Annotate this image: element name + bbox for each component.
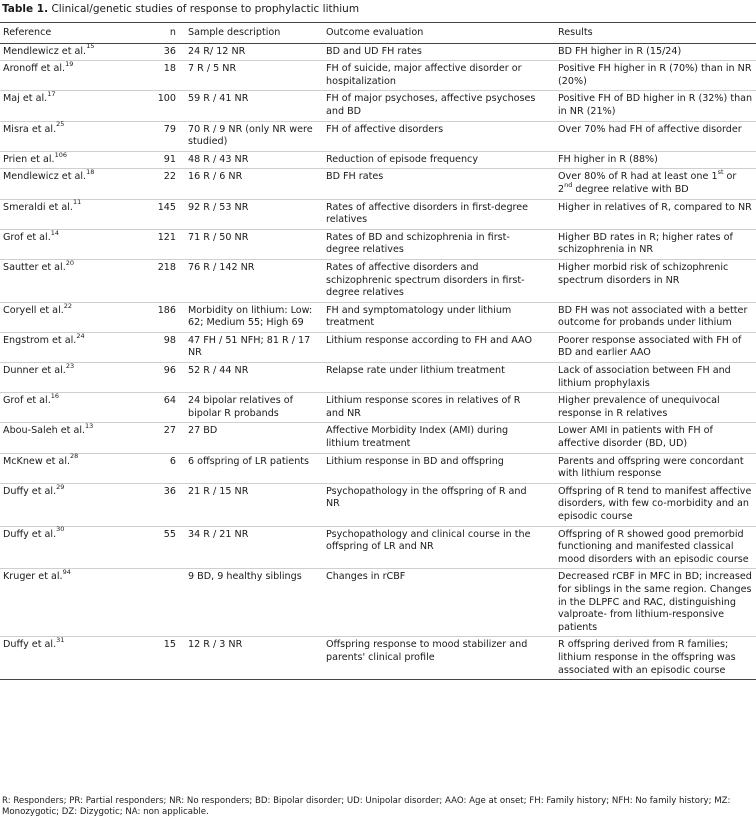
cell-n: 96 bbox=[145, 363, 182, 393]
citation-number: 30 bbox=[56, 525, 65, 534]
table-row bbox=[0, 453, 756, 483]
cell-n: 145 bbox=[145, 199, 182, 229]
cell-results: R offspring derived from R families; lithium response in the offspring was associated with an episodic course bbox=[544, 637, 756, 680]
cell-sample: 24 bipolar relatives of bipolar R probands bbox=[182, 393, 316, 423]
cell-sample: 9 BD, 9 healthy siblings bbox=[182, 569, 316, 637]
cell-outcome: Rates of BD and schizophrenia in first-degree relatives bbox=[316, 229, 544, 259]
studies-table bbox=[0, 22, 756, 680]
cell-sample: Morbidity on lithium: Low: 62; Medium 55; High 69 bbox=[182, 302, 316, 332]
table-row bbox=[0, 91, 756, 121]
cell-sample: 6 offspring of LR patients bbox=[182, 453, 316, 483]
cell-reference bbox=[0, 151, 145, 169]
cell-results: Positive FH higher in R (70%) than in NR (20%) bbox=[544, 61, 756, 91]
table-footnote: R: Responders; PR: Partial responders; NR: No responders; BD: Bipolar disorder; UD: Unipolar disorder; AAO: Age at onset; FH: Family history; NFH: No family history; MZ: Monozygotic; DZ: Dizygotic; NA: non applicable. bbox=[2, 796, 731, 817]
reference-text: Abou-Saleh et al. bbox=[3, 425, 86, 437]
citation-number: 19 bbox=[65, 60, 74, 68]
cell-sample: 21 R / 15 NR bbox=[182, 483, 316, 526]
table-row bbox=[0, 483, 756, 526]
citation-number: 28 bbox=[70, 452, 79, 461]
cell-outcome: FH of suicide, major affective disorder or hospitalization bbox=[316, 61, 544, 91]
table-row bbox=[0, 229, 756, 259]
cell-outcome: BD FH rates bbox=[316, 169, 544, 199]
header-sample: Sample description bbox=[182, 23, 316, 44]
table-caption bbox=[2, 3, 359, 15]
cell-outcome: FH of affective disorders bbox=[316, 121, 544, 151]
cell-sample: 92 R / 53 NR bbox=[182, 199, 316, 229]
table-row bbox=[0, 121, 756, 151]
cell-sample: 34 R / 21 NR bbox=[182, 526, 316, 569]
cell-results: Higher BD rates in R; higher rates of schizophrenia in NR bbox=[544, 229, 756, 259]
cell-n: 27 bbox=[145, 423, 182, 453]
cell-sample: 27 BD bbox=[182, 423, 316, 453]
reference-text: Misra et al. bbox=[3, 123, 57, 135]
table-row bbox=[0, 393, 756, 423]
table-row bbox=[0, 332, 756, 362]
reference-text: Mendlewicz et al. bbox=[3, 171, 87, 183]
header-outcome: Outcome evaluation bbox=[316, 23, 544, 44]
cell-reference bbox=[0, 169, 145, 199]
reference-text: Smeraldi et al. bbox=[3, 201, 73, 213]
table-row bbox=[0, 259, 756, 302]
cell-sample: 76 R / 142 NR bbox=[182, 259, 316, 302]
cell-outcome: Psychopathology in the offspring of R and NR bbox=[316, 483, 544, 526]
citation-number: 25 bbox=[56, 120, 65, 129]
cell-results: Parents and offspring were concordant with lithium response bbox=[544, 453, 756, 483]
citation-number: 17 bbox=[47, 90, 56, 99]
table-row bbox=[0, 302, 756, 332]
cell-sample: 16 R / 6 NR bbox=[182, 169, 316, 199]
cell-n: 55 bbox=[145, 526, 182, 569]
citation-number: 16 bbox=[50, 392, 60, 401]
cell-n: 15 bbox=[145, 637, 182, 680]
cell-outcome: FH and symptomatology under lithium treatment bbox=[316, 302, 544, 332]
reference-text: Maj et al. bbox=[3, 93, 48, 105]
cell-outcome: Offspring response to mood stabilizer and parents' clinical profile bbox=[316, 637, 544, 680]
cell-results: Higher in relatives of R, compared to NR bbox=[544, 199, 756, 229]
reference-text: McKnew et al. bbox=[3, 455, 71, 467]
cell-sample: 47 FH / 51 NFH; 81 R / 17 NR bbox=[182, 332, 316, 362]
table-row bbox=[0, 43, 756, 61]
cell-reference bbox=[0, 332, 145, 362]
table-caption-label: Table 1. bbox=[2, 3, 49, 15]
cell-results: Offspring of R tend to manifest affective disorders, with few co-morbidity and an episodic course bbox=[544, 483, 756, 526]
cell-outcome: Lithium response according to FH and AAO bbox=[316, 332, 544, 362]
header-n: n bbox=[145, 23, 182, 44]
cell-results: Higher prevalence of unequivocal response in R relatives bbox=[544, 393, 756, 423]
citation-number: 106 bbox=[54, 150, 67, 159]
citation-number: 20 bbox=[65, 258, 75, 267]
cell-reference bbox=[0, 569, 145, 637]
reference-text: Dunner et al. bbox=[3, 365, 66, 377]
reference-text: Grof et al. bbox=[3, 395, 51, 407]
cell-results: Over 70% had FH of affective disorder bbox=[544, 121, 756, 151]
cell-outcome: BD and UD FH rates bbox=[316, 43, 544, 61]
cell-results: Positive FH of BD higher in R (32%) than in NR (21%) bbox=[544, 91, 756, 121]
cell-reference bbox=[0, 259, 145, 302]
cell-reference bbox=[0, 199, 145, 229]
cell-sample: 7 R / 5 NR bbox=[182, 61, 316, 91]
citation-number: 11 bbox=[72, 198, 82, 207]
cell-results: Lack of association between FH and lithium prophylaxis bbox=[544, 363, 756, 393]
table-row bbox=[0, 169, 756, 199]
reference-text: Duffy et al. bbox=[3, 639, 57, 651]
cell-n: 186 bbox=[145, 302, 182, 332]
citation-number: 29 bbox=[56, 482, 65, 491]
reference-text: Duffy et al. bbox=[3, 528, 57, 540]
citation-number: 23 bbox=[65, 361, 75, 370]
reference-text: Prien et al. bbox=[3, 153, 55, 165]
reference-text: Kruger et al. bbox=[3, 571, 63, 583]
header-results: Results bbox=[544, 23, 756, 44]
cell-outcome: Affective Morbidity Index (AMI) during lithium treatment bbox=[316, 423, 544, 453]
cell-n: 36 bbox=[145, 483, 182, 526]
cell-outcome: Relapse rate under lithium treatment bbox=[316, 363, 544, 393]
citation-number: 94 bbox=[62, 568, 71, 577]
table-row bbox=[0, 423, 756, 453]
cell-reference bbox=[0, 61, 145, 91]
reference-text: Coryell et al. bbox=[3, 304, 64, 316]
reference-text: Mendlewicz et al. bbox=[3, 45, 87, 57]
cell-outcome: Changes in rCBF bbox=[316, 569, 544, 637]
cell-outcome: FH of major psychoses, affective psychoses and BD bbox=[316, 91, 544, 121]
reference-text: Duffy et al. bbox=[3, 485, 57, 497]
reference-text: Aronoff et al. bbox=[3, 63, 66, 75]
table-row bbox=[0, 569, 756, 637]
table-row bbox=[0, 61, 756, 91]
cell-sample: 70 R / 9 NR (only NR were studied) bbox=[182, 121, 316, 151]
cell-n: 91 bbox=[145, 151, 182, 169]
cell-n: 121 bbox=[145, 229, 182, 259]
cell-n: 79 bbox=[145, 121, 182, 151]
cell-sample: 52 R / 44 NR bbox=[182, 363, 316, 393]
cell-outcome: Lithium response scores in relatives of R and NR bbox=[316, 393, 544, 423]
citation-number: 15 bbox=[86, 42, 95, 51]
cell-n: 18 bbox=[145, 61, 182, 91]
table-caption-title: Clinical/genetic studies of response to prophylactic lithium bbox=[51, 3, 360, 15]
table-row bbox=[0, 526, 756, 569]
table-row bbox=[0, 199, 756, 229]
cell-reference bbox=[0, 43, 145, 61]
cell-sample: 59 R / 41 NR bbox=[182, 91, 316, 121]
cell-n: 6 bbox=[145, 453, 182, 483]
cell-results: Poorer response associated with FH of BD and earlier AAO bbox=[544, 332, 756, 362]
cell-sample: 24 R/ 12 NR bbox=[182, 43, 316, 61]
cell-n: 64 bbox=[145, 393, 182, 423]
citation-number: 14 bbox=[50, 228, 60, 237]
cell-reference bbox=[0, 453, 145, 483]
cell-results: BD FH was not associated with a better outcome for probands under lithium bbox=[544, 302, 756, 332]
citation-number: 13 bbox=[85, 422, 94, 431]
header-reference: Reference bbox=[0, 23, 145, 44]
cell-n: 98 bbox=[145, 332, 182, 362]
cell-reference bbox=[0, 423, 145, 453]
citation-number: 24 bbox=[76, 331, 85, 340]
cell-results: Over 80% of R had at least one 1st or 2nd degree relative with BD bbox=[544, 169, 756, 199]
cell-reference bbox=[0, 121, 145, 151]
cell-reference bbox=[0, 91, 145, 121]
cell-n bbox=[145, 569, 182, 637]
cell-sample: 71 R / 50 NR bbox=[182, 229, 316, 259]
citation-number: 22 bbox=[63, 301, 73, 310]
cell-n: 22 bbox=[145, 169, 182, 199]
cell-results: BD FH higher in R (15/24) bbox=[544, 43, 756, 61]
reference-text: Sautter et al. bbox=[3, 261, 66, 273]
table-row bbox=[0, 151, 756, 169]
cell-outcome: Psychopathology and clinical course in the offspring of LR and NR bbox=[316, 526, 544, 569]
cell-sample: 12 R / 3 NR bbox=[182, 637, 316, 680]
cell-outcome: Rates of affective disorders and schizophrenic spectrum disorders in first-degree relatives bbox=[316, 259, 544, 302]
reference-text: Grof et al. bbox=[3, 231, 51, 243]
cell-results: Lower AMI in patients with FH of affective disorder (BD, UD) bbox=[544, 423, 756, 453]
cell-reference bbox=[0, 229, 145, 259]
cell-n: 36 bbox=[145, 43, 182, 61]
cell-outcome: Reduction of episode frequency bbox=[316, 151, 544, 169]
cell-reference bbox=[0, 526, 145, 569]
cell-reference bbox=[0, 637, 145, 680]
cell-results: Decreased rCBF in MFC in BD; increased for siblings in the same region. Changes in the DLPFC and RAC, distinguishing valproate- from lithium-responsive patients bbox=[544, 569, 756, 637]
cell-results: Higher morbid risk of schizophrenic spectrum disorders in NR bbox=[544, 259, 756, 302]
table-body bbox=[0, 43, 756, 680]
cell-results: Offspring of R showed good premorbid functioning and manifested classical mood disorders with an episodic course bbox=[544, 526, 756, 569]
cell-outcome: Lithium response in BD and offspring bbox=[316, 453, 544, 483]
cell-results: FH higher in R (88%) bbox=[544, 151, 756, 169]
cell-n: 218 bbox=[145, 259, 182, 302]
reference-text: Engstrom et al. bbox=[3, 334, 77, 346]
table-header-row bbox=[0, 23, 756, 44]
cell-n: 100 bbox=[145, 91, 182, 121]
citation-number: 18 bbox=[86, 168, 95, 177]
table-row bbox=[0, 637, 756, 680]
cell-reference bbox=[0, 393, 145, 423]
table-row bbox=[0, 363, 756, 393]
cell-reference bbox=[0, 483, 145, 526]
cell-outcome: Rates of affective disorders in first-degree relatives bbox=[316, 199, 544, 229]
cell-sample: 48 R / 43 NR bbox=[182, 151, 316, 169]
citation-number: 31 bbox=[56, 636, 65, 645]
cell-reference bbox=[0, 363, 145, 393]
cell-reference bbox=[0, 302, 145, 332]
